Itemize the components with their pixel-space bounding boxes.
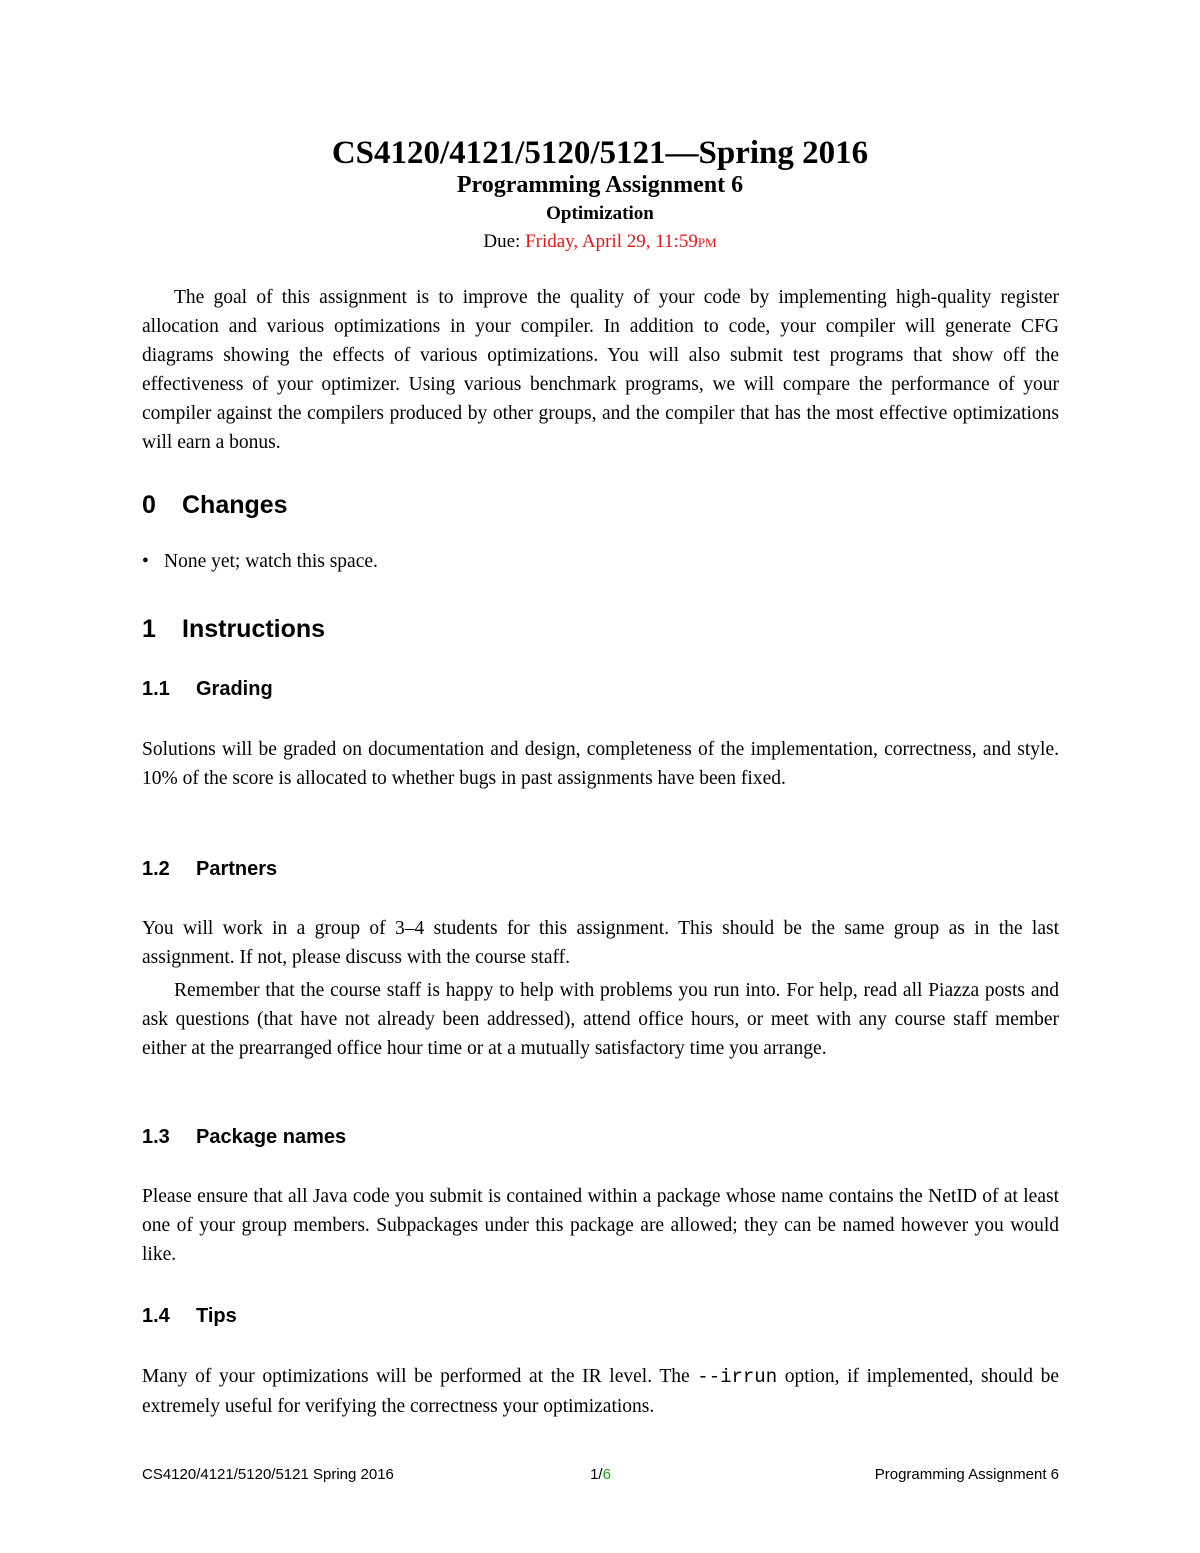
section-instructions-heading: 1 Instructions [142,615,326,643]
assignment-title: Programming Assignment 6 [456,172,744,198]
section-grading-heading: 1.1 Grading [142,678,273,700]
due-label: Due: [483,231,521,252]
due-line [0,231,1200,253]
packages-paragraph: Please ensure that all Java code you submit is contained within a package whose name contains the NetID of at least one of your group members. Subpackages under this package are allowed; they can be named however you would like. [142,1186,1059,1265]
partners-paragraph-1: You will work in a group of 3–4 students for this assignment. This should be the same group as in the last assignment. If not, please discuss with the course staff. [142,918,1059,968]
footer-course: CS4120/4121/5120/5121 Spring 2016 [142,1466,394,1483]
grading-paragraph: Solutions will be graded on documentation and design, completeness of the implementation, correctness, and style. 10% of the score is allocated to whether bugs in past assignments have been fixed. [142,739,1059,789]
page-footer [142,1466,1059,1490]
section-tips-heading: 1.4 Tips [142,1305,237,1327]
section-changes-heading: 0 Changes [142,491,288,519]
page-number: 1/6 [590,1466,611,1483]
tips-paragraph: Many of your optimizations will be performed at the IR level. The --irrun option, if implemented, should be extremely useful for verifying the correctness your optimizations. [142,1366,1059,1417]
partners-paragraph-2: Remember that the course staff is happy to help with problems you run into. For help, read all Piazza posts and ask questions (that have not already been addressed), attend office hours, or meet with any course staff member either at the prearranged office hour time or at a mutually satisfactory time you arrange. [142,980,1059,1059]
bullet-icon: • [142,551,149,572]
assignment-topic: Optimization [546,203,654,224]
total-pages-link[interactable]: 6 [602,1466,611,1483]
due-date: Friday, April 29, 11:59pm [525,231,717,252]
intro-paragraph: The goal of this assignment is to improve the quality of your code by implementing high-quality register allocation and various optimizations in your compiler. In addition to code, your compiler will generate CFG diagrams showing the effects of various optimizations. You will also submit test programs that show off the effectiveness of your optimizer. Using various benchmark programs, we will compare the performance of your compiler against the compilers produced by other groups, and the compiler that has the most effective optimizations will earn a bonus. [142,287,1059,453]
due-suffix: pm [697,231,717,252]
footer-assignment: Programming Assignment 6 [874,1466,1059,1483]
irrun-option: --irrun [697,1366,778,1388]
course-title: CS4120/4121/5120/5121—Spring 2016 [331,135,869,171]
section-packages-heading: 1.3 Package names [142,1126,347,1148]
section-partners-heading: 1.2 Partners [142,858,278,880]
list-item: • None yet; watch this space. [142,551,378,572]
